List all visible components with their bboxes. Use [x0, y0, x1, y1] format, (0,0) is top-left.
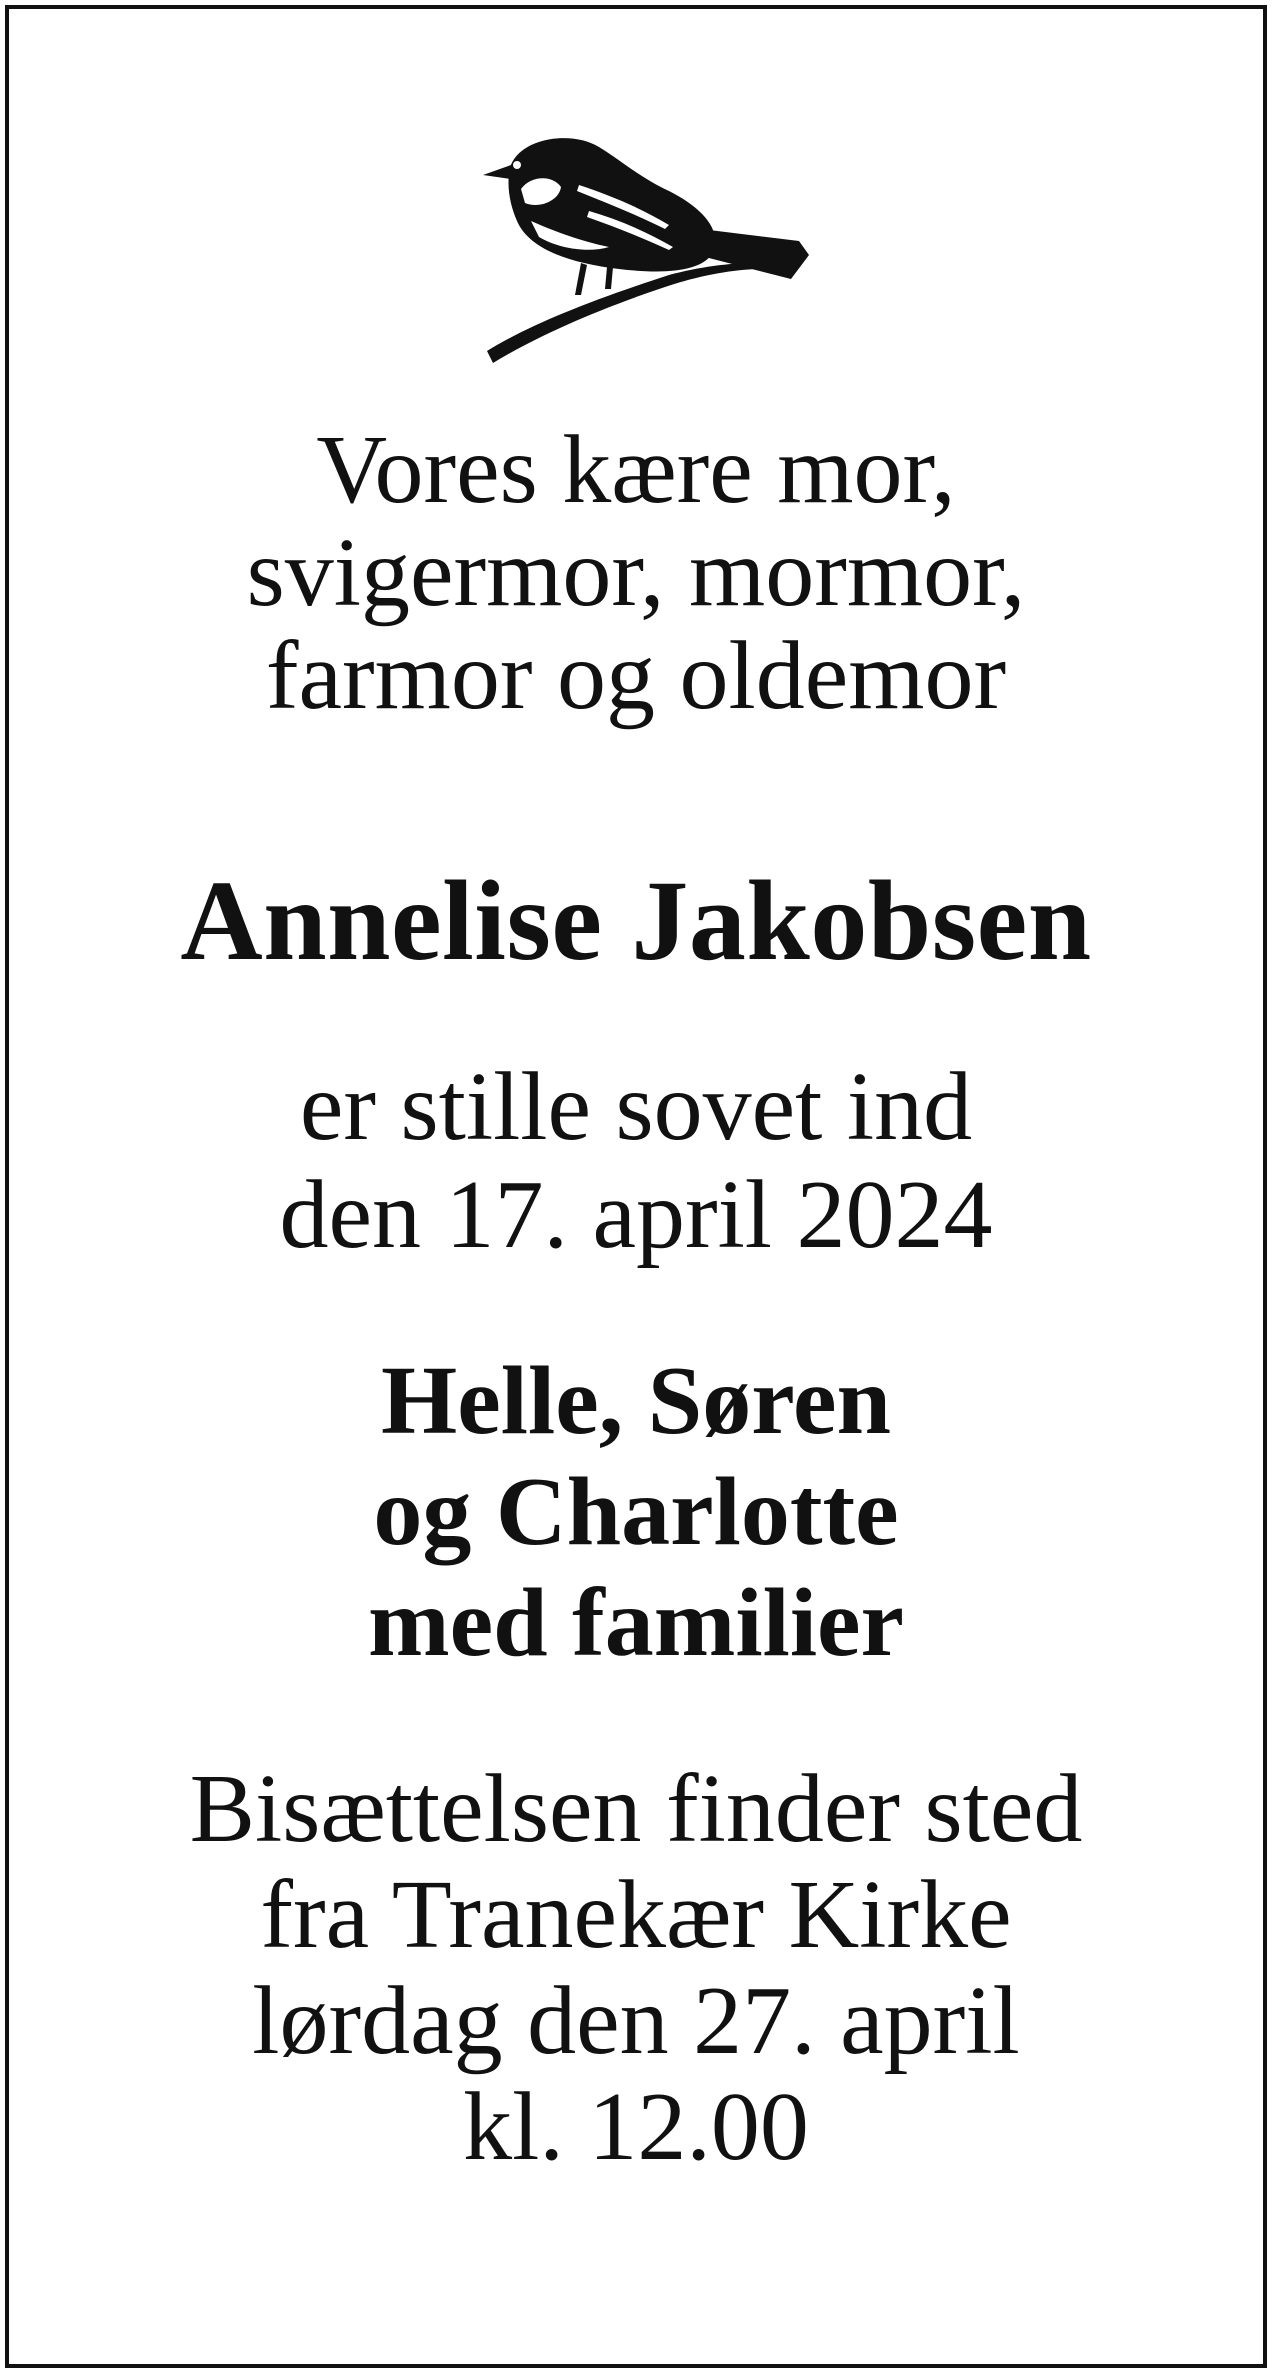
deceased-name: Annelise Jakobsen — [180, 857, 1092, 984]
death-text — [9, 1053, 1263, 1269]
family-line: med familier — [367, 1569, 905, 1677]
funeral-line: fra Tranekær Kirke — [260, 1861, 1012, 1969]
funeral-line: kl. 12.00 — [463, 2073, 809, 2181]
family-line: og Charlotte — [373, 1458, 899, 1566]
funeral-details — [9, 1756, 1263, 2180]
death-line: er stille sovet ind — [299, 1053, 973, 1161]
funeral-line: lørdag den 27. april — [252, 1967, 1020, 2075]
death-line: den 17. april 2024 — [279, 1161, 993, 1269]
obituary-notice — [5, 5, 1267, 2368]
bird-icon — [469, 129, 829, 369]
intro-line: farmor og oldemor — [265, 622, 1007, 730]
family-line: Helle, Søren — [381, 1347, 891, 1455]
family-signature — [9, 1346, 1263, 1679]
intro-line: svigermor, mormor, — [246, 519, 1026, 627]
funeral-line: Bisættelsen finder sted — [189, 1755, 1083, 1863]
intro-text — [9, 416, 1263, 730]
intro-line: Vores kære mor, — [316, 416, 956, 524]
